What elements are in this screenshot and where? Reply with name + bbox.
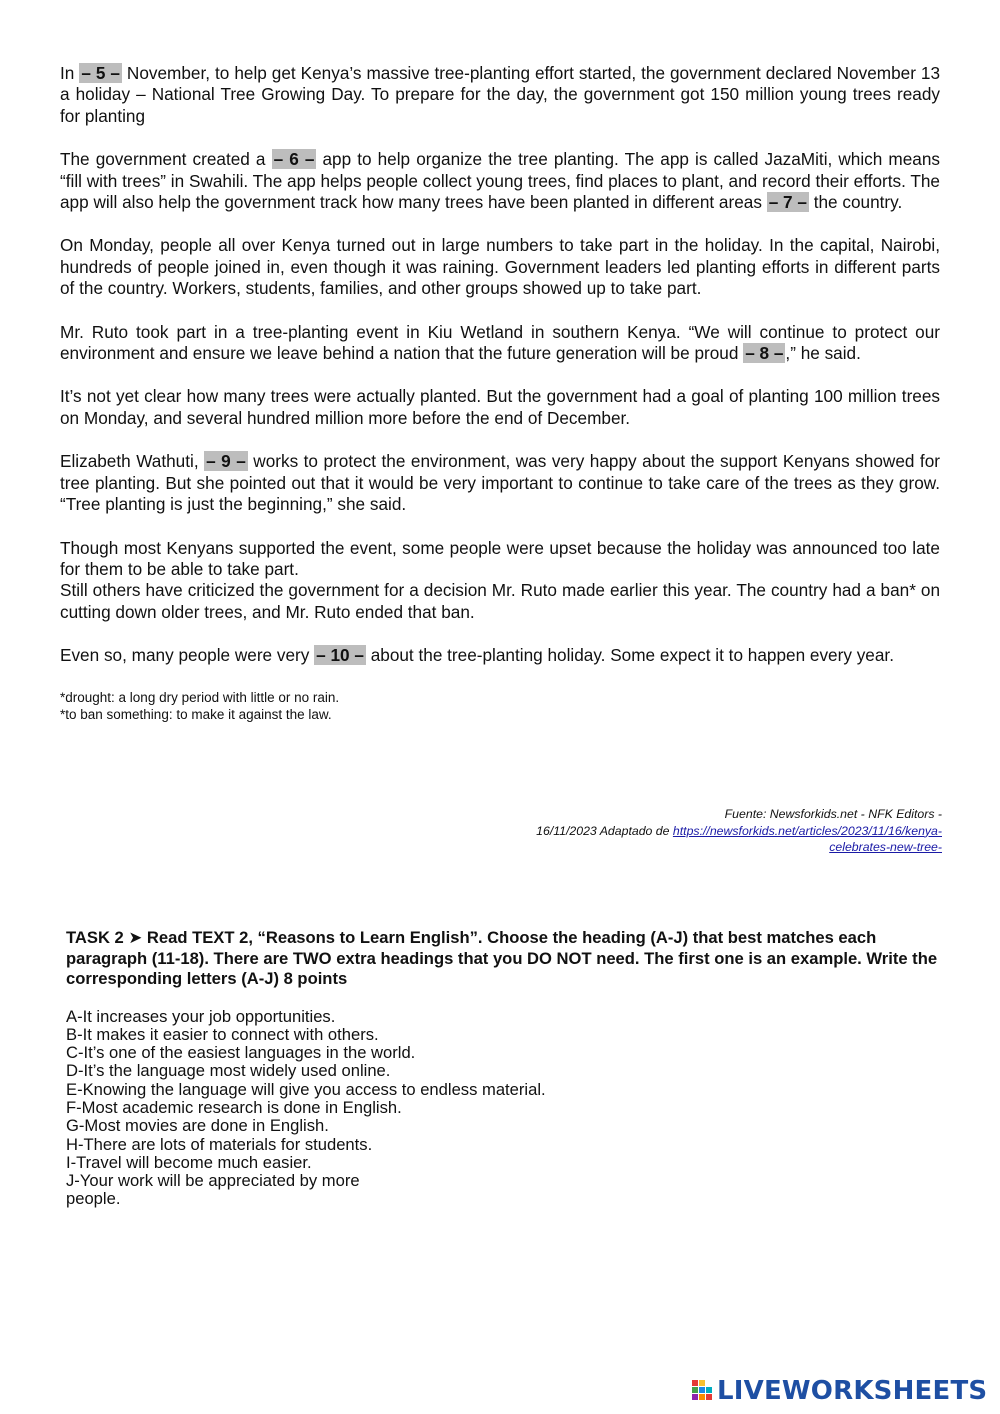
source-line: Fuente: Newsforkids.net - NFK Editors -: [724, 807, 942, 821]
text: Even so, many people were very: [60, 645, 315, 666]
gap-10[interactable]: – 10 –: [316, 645, 364, 666]
liveworksheets-logo-icon: [692, 1378, 714, 1404]
source-line: [482, 823, 942, 840]
liveworksheets-logo[interactable]: [692, 1374, 987, 1408]
article-text: [60, 63, 940, 723]
gap-5[interactable]: – 5 –: [81, 63, 120, 83]
heading-option-i: I-Travel will become much easier.: [66, 1152, 312, 1172]
gap-7[interactable]: – 7 –: [768, 192, 807, 213]
heading-option-a: A-It increases your job opportunities.: [66, 1006, 336, 1026]
footnote-drought: *drought: a long dry period with little or no rain.: [60, 689, 340, 705]
paragraph-1: [60, 63, 940, 127]
task-2: [66, 928, 946, 1209]
heading-option-e: E-Knowing the language will give you access to endless material.: [66, 1079, 546, 1099]
heading-option-b: B-It makes it easier to connect with others.: [66, 1024, 379, 1044]
text: November, to help get Kenya’s massive tree-planting effort started, the government declared November 13 a holiday – National Tree Growing Day. To prepare for the day, the government got 150 million young trees ready for planting: [60, 63, 941, 126]
paragraph-2: [60, 149, 940, 213]
heading-option-c: C-It’s one of the easiest languages in the world.: [66, 1043, 416, 1063]
heading-option-h: H-There are lots of materials for students.: [66, 1134, 373, 1154]
task-2-instructions: TASK 2 ➤ Read TEXT 2, “Reasons to Learn English”. Choose the heading (A-J) that best matches each paragraph (11-18). There are TWO extra headings that you DO NOT need. The first one is an example. Write the corresponding letters (A-J) 8 points: [66, 928, 938, 988]
heading-option-f: F-Most academic research is done in English.: [66, 1097, 402, 1117]
text: the country.: [808, 192, 903, 213]
heading-option-d: D-It’s the language most widely used online.: [66, 1061, 391, 1081]
source-line: [482, 839, 942, 856]
text: ,” he said.: [785, 343, 861, 364]
paragraph-4: [60, 322, 940, 365]
heading-option-g: G-Most movies are done in English.: [66, 1116, 329, 1136]
gap-6[interactable]: – 6 –: [273, 149, 315, 170]
text: Mr. Ruto took part in a tree-planting event in Kiu Wetland in southern Kenya. “We will continue to protect our environment and ensure we leave behind a nation that the future generation will be proud: [60, 321, 940, 364]
text: app to help organize the tree planting. The app is called JazaMiti, which means “fill with trees” in Swahili. The app helps people collect young trees, find places to plant, and record their efforts. The app will also help the government track how many trees have been planted in different areas: [60, 149, 940, 213]
source-date: 16/11/2023 Adaptado de: [536, 823, 673, 838]
source-link[interactable]: https://newsforkids.net/articles/2023/11/16/kenya-: [672, 823, 942, 838]
paragraph-7a: Though most Kenyans supported the event, some people were upset because the holiday was announced too late for them to be able to take part.: [60, 537, 940, 579]
text: In: [60, 63, 80, 83]
text: works to protect the environment, was very happy about the support Kenyans showed for tree planting. But she pointed out that it would be very important to continue to take care of the trees as they grow. “Tree planting is just the beginning,” she said.: [60, 451, 940, 515]
footnote-ban: *to ban something: to make it against the law.: [60, 706, 332, 722]
paragraph-7b: Still others have criticized the government for a decision Mr. Ruto made earlier this year. The country had a ban* on cutting down older trees, and Mr. Ruto ended that ban.: [60, 580, 940, 622]
footnotes: [60, 689, 940, 723]
paragraph-3: On Monday, people all over Kenya turned out in large numbers to take part in the holiday. In the capital, Nairobi, hundreds of people joined in, even though it was raining. Government leaders led planting efforts in different parts of the country. Workers, students, families, and other groups showed up to take part.: [60, 235, 940, 299]
heading-option-j: J-Your work will be appreciated by more people.: [66, 1171, 360, 1209]
source-citation: [482, 806, 942, 856]
gap-9[interactable]: – 9 –: [206, 451, 246, 472]
logo-text: LIVEWORKSHEETS: [717, 1376, 988, 1406]
text: The government created a: [60, 149, 272, 170]
text: Elizabeth Wathuti,: [60, 451, 205, 472]
source-link-continued[interactable]: celebrates-new-tree-: [829, 840, 942, 854]
paragraph-5: It’s not yet clear how many trees were actually planted. But the government had a goal of planting 100 million trees on Monday, and several hundred million more before the end of December.: [60, 386, 940, 428]
text: about the tree-planting holiday. Some expect it to happen every year.: [365, 645, 894, 666]
paragraph-8: [60, 645, 940, 666]
gap-8[interactable]: – 8 –: [745, 343, 784, 364]
paragraph-6: [60, 451, 940, 515]
